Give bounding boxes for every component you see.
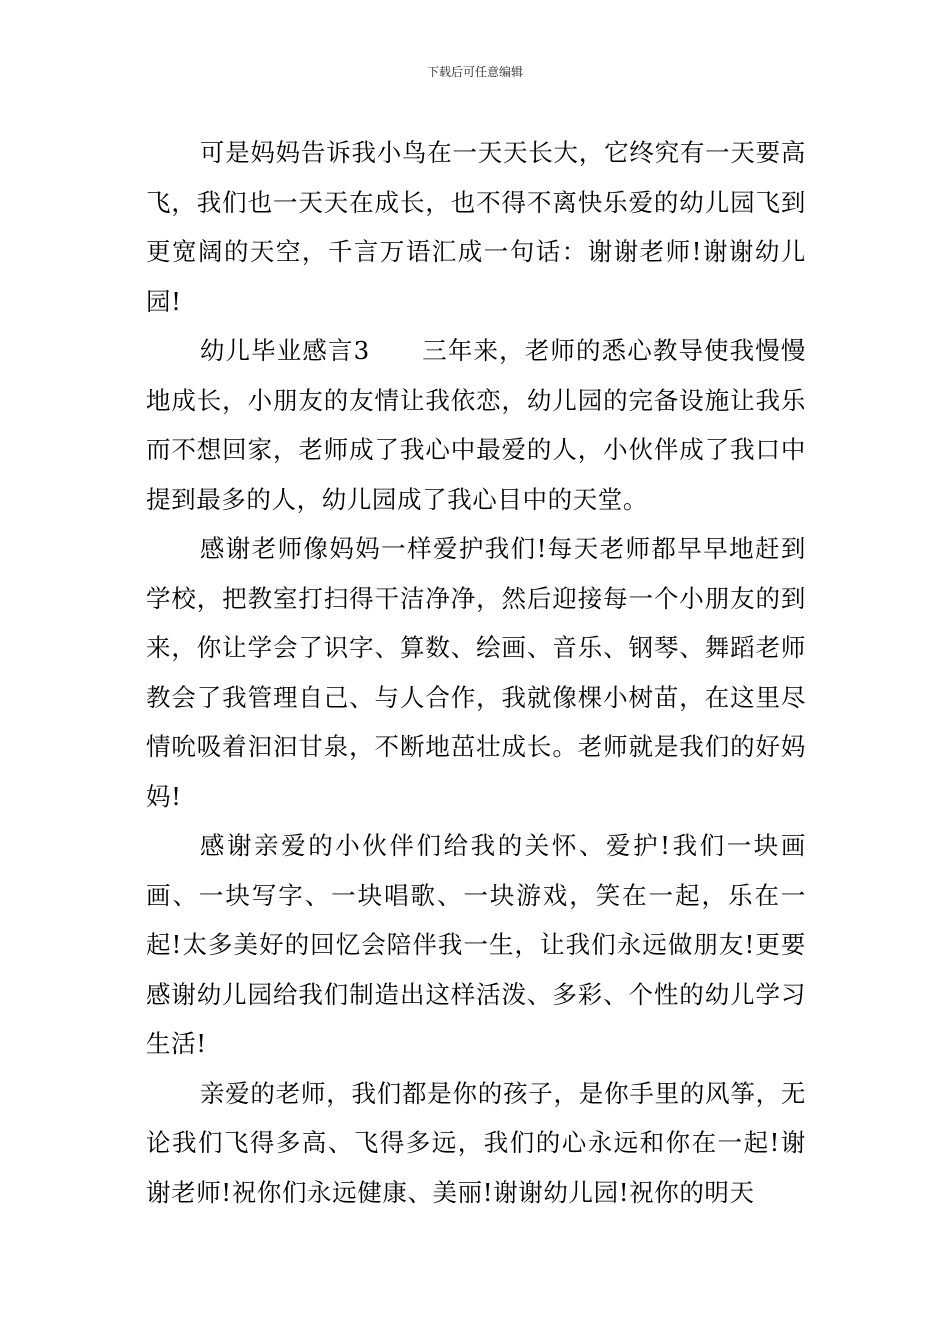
paragraph-2 bbox=[146, 326, 806, 524]
document-body bbox=[146, 128, 806, 1217]
paragraph-5: 亲爱的老师，我们都是你的孩子，是你手里的风筝，无论我们飞得多高、飞得多远，我们的心永远和你在一起!谢谢老师!祝你们永远健康、美丽!谢谢幼儿园!祝你的明天 bbox=[146, 1078, 806, 1207]
section-title: 幼儿毕业感言3 bbox=[199, 336, 370, 365]
paragraph-4: 感谢亲爱的小伙伴们给我的关怀、爱护!我们一块画画、一块写字、一块唱歌、一块游戏，笑在一起，乐在一起!太多美好的回忆会陪伴我一生，让我们永远做朋友!更要感谢幼儿园给我们制造出这样活泼、多彩、个性的幼儿学习生活! bbox=[146, 831, 806, 1058]
page-header: 下载后可任意编辑 bbox=[426, 65, 523, 79]
paragraph-1: 可是妈妈告诉我小鸟在一天天长大，它终究有一天要高飞，我们也一天天在成长，也不得不离快乐爱的幼儿园飞到更宽阔的天空，千言万语汇成一句话：谢谢老师!谢谢幼儿园! bbox=[146, 138, 806, 316]
paragraph-2-text: 三年来，老师的悉心教导使我慢慢地成长，小朋友的友情让我依恋，幼儿园的完备设施让我乐而不想回家，老师成了我心中最爱的人，小伙伴成了我口中提到最多的人，幼儿园成了我心目中的天堂。 bbox=[146, 336, 807, 514]
paragraph-3: 感谢老师像妈妈一样爱护我们!每天老师都早早地赶到学校，把教室打扫得干洁净净，然后迎接每一个小朋友的到来，你让学会了识字、算数、绘画、音乐、钢琴、舞蹈老师教会了我管理自己、与人合作，我就像棵小树苗，在这里尽情吮吸着汩汩甘泉，不断地茁壮成长。老师就是我们的好妈妈! bbox=[146, 534, 806, 811]
